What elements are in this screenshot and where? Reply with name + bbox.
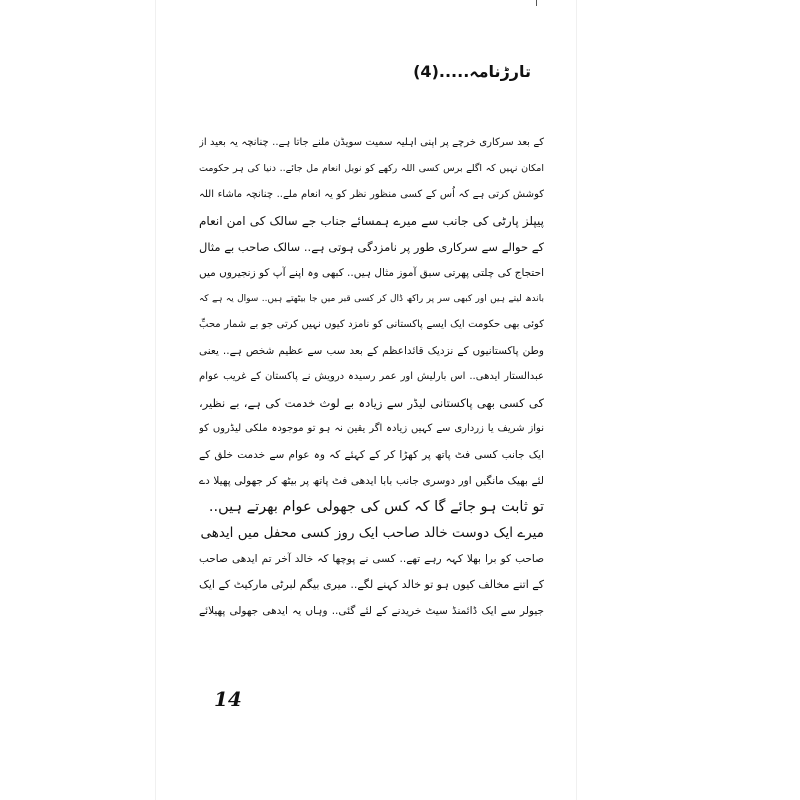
page-number: 14 bbox=[214, 687, 242, 711]
text-line: احتجاج کی چلتی پھرتی سبق آموز مثال ہیں.. کبھی وہ اپنے آپ کو زنجیروں میں bbox=[199, 267, 544, 279]
text-line: کے اتنے مخالف کیوں ہو تو خالد کہنے لگے.. میری بیگم لبرٹی مارکیٹ کے ایک bbox=[199, 578, 544, 591]
text-line: وطن پاکستانیوں کے نزدیک قائداعظم کے بعد سب سے عظیم شخص ہے.. یعنی bbox=[199, 345, 544, 357]
page-edge-mark bbox=[536, 0, 537, 6]
book-page bbox=[155, 0, 577, 800]
running-header: تارڑنامہ.....(4) bbox=[413, 62, 531, 81]
text-line: کی کسی بھی پاکستانی لیڈر سے زیادہ بے لوث خدمت کی ہے، بے نظیر، bbox=[199, 396, 544, 410]
text-line: تو ثابت ہو جائے گا کہ کس کی جھولی عوام بھرتے ہیں.. bbox=[208, 499, 544, 515]
paragraph-first-line: میرے ایک دوست خالد صاحب ایک روز کسی محفل میں ایدھی bbox=[200, 525, 544, 541]
text-line: صاحب کو برا بھلا کہہ رہے تھے.. کسی نے پوچھا کہ خالد آخر تم ایدھی صاحب bbox=[199, 553, 544, 565]
text-line: نواز شریف یا زرداری سے کہیں زیادہ اگر یقین نہ ہو تو موجودہ ملکی لیڈروں کو bbox=[199, 423, 544, 434]
text-line: عبدالستار ایدھی.. اس بارلیش اور عمر رسیدہ درویش نے پاکستان کے غریب عوام bbox=[199, 371, 544, 382]
text-line: کے بعد سرکاری خرچے پر اپنی اہلیہ سمیت سویڈن ملنے جاتا ہے.. چنانچہ یہ بعید از bbox=[199, 137, 544, 148]
text-line: کوئی بھی حکومت ایک ایسے پاکستانی کو نامزد کیوں نہیں کرتی جو بے شمار محبِّ bbox=[199, 319, 544, 330]
text-line: جیولر سے ایک ڈائمنڈ سیٹ خریدنے کے لئے گئی.. وہاں یہ ایدھی جھولی پھیلائے bbox=[199, 605, 544, 617]
text-line: ایک جانب کسی فٹ پاتھ پر کھڑا کر کے کہئے کہ وہ عوام سے خدمت خلق کے bbox=[199, 449, 544, 461]
text-line: امکان نہیں کہ اگلے برس کسی اللہ رکھے کو نوبل انعام مل جائے.. دنیا کی ہر حکومت bbox=[199, 163, 544, 174]
text-line: لئے بھیک مانگیں اور دوسری جانب بابا ایدھی فٹ پاتھ پر بیٹھ کر جھولی پھیلا دے bbox=[199, 475, 544, 487]
text-line: پیپلز پارٹی کی جانب سے میرے ہمسائے جناب جے سالک کی امن انعام bbox=[199, 214, 544, 228]
page-body bbox=[199, 130, 544, 624]
text-line: کوشش کرتی ہے کہ اُس کے کسی منظور نظر کو یہ انعام ملے.. چنانچہ ماشاء اللہ bbox=[199, 189, 544, 200]
text-line: باندھ لیتے ہیں اور کبھی سر پر راکھ ڈال کر کسی قبر میں جا بیٹھتے ہیں.. سوال یہ ہے کہ bbox=[199, 294, 544, 304]
text-line: کے حوالے سے سرکاری طور پر نامزدگی ہوتی ہے.. سالک صاحب بے مثال bbox=[199, 240, 544, 254]
